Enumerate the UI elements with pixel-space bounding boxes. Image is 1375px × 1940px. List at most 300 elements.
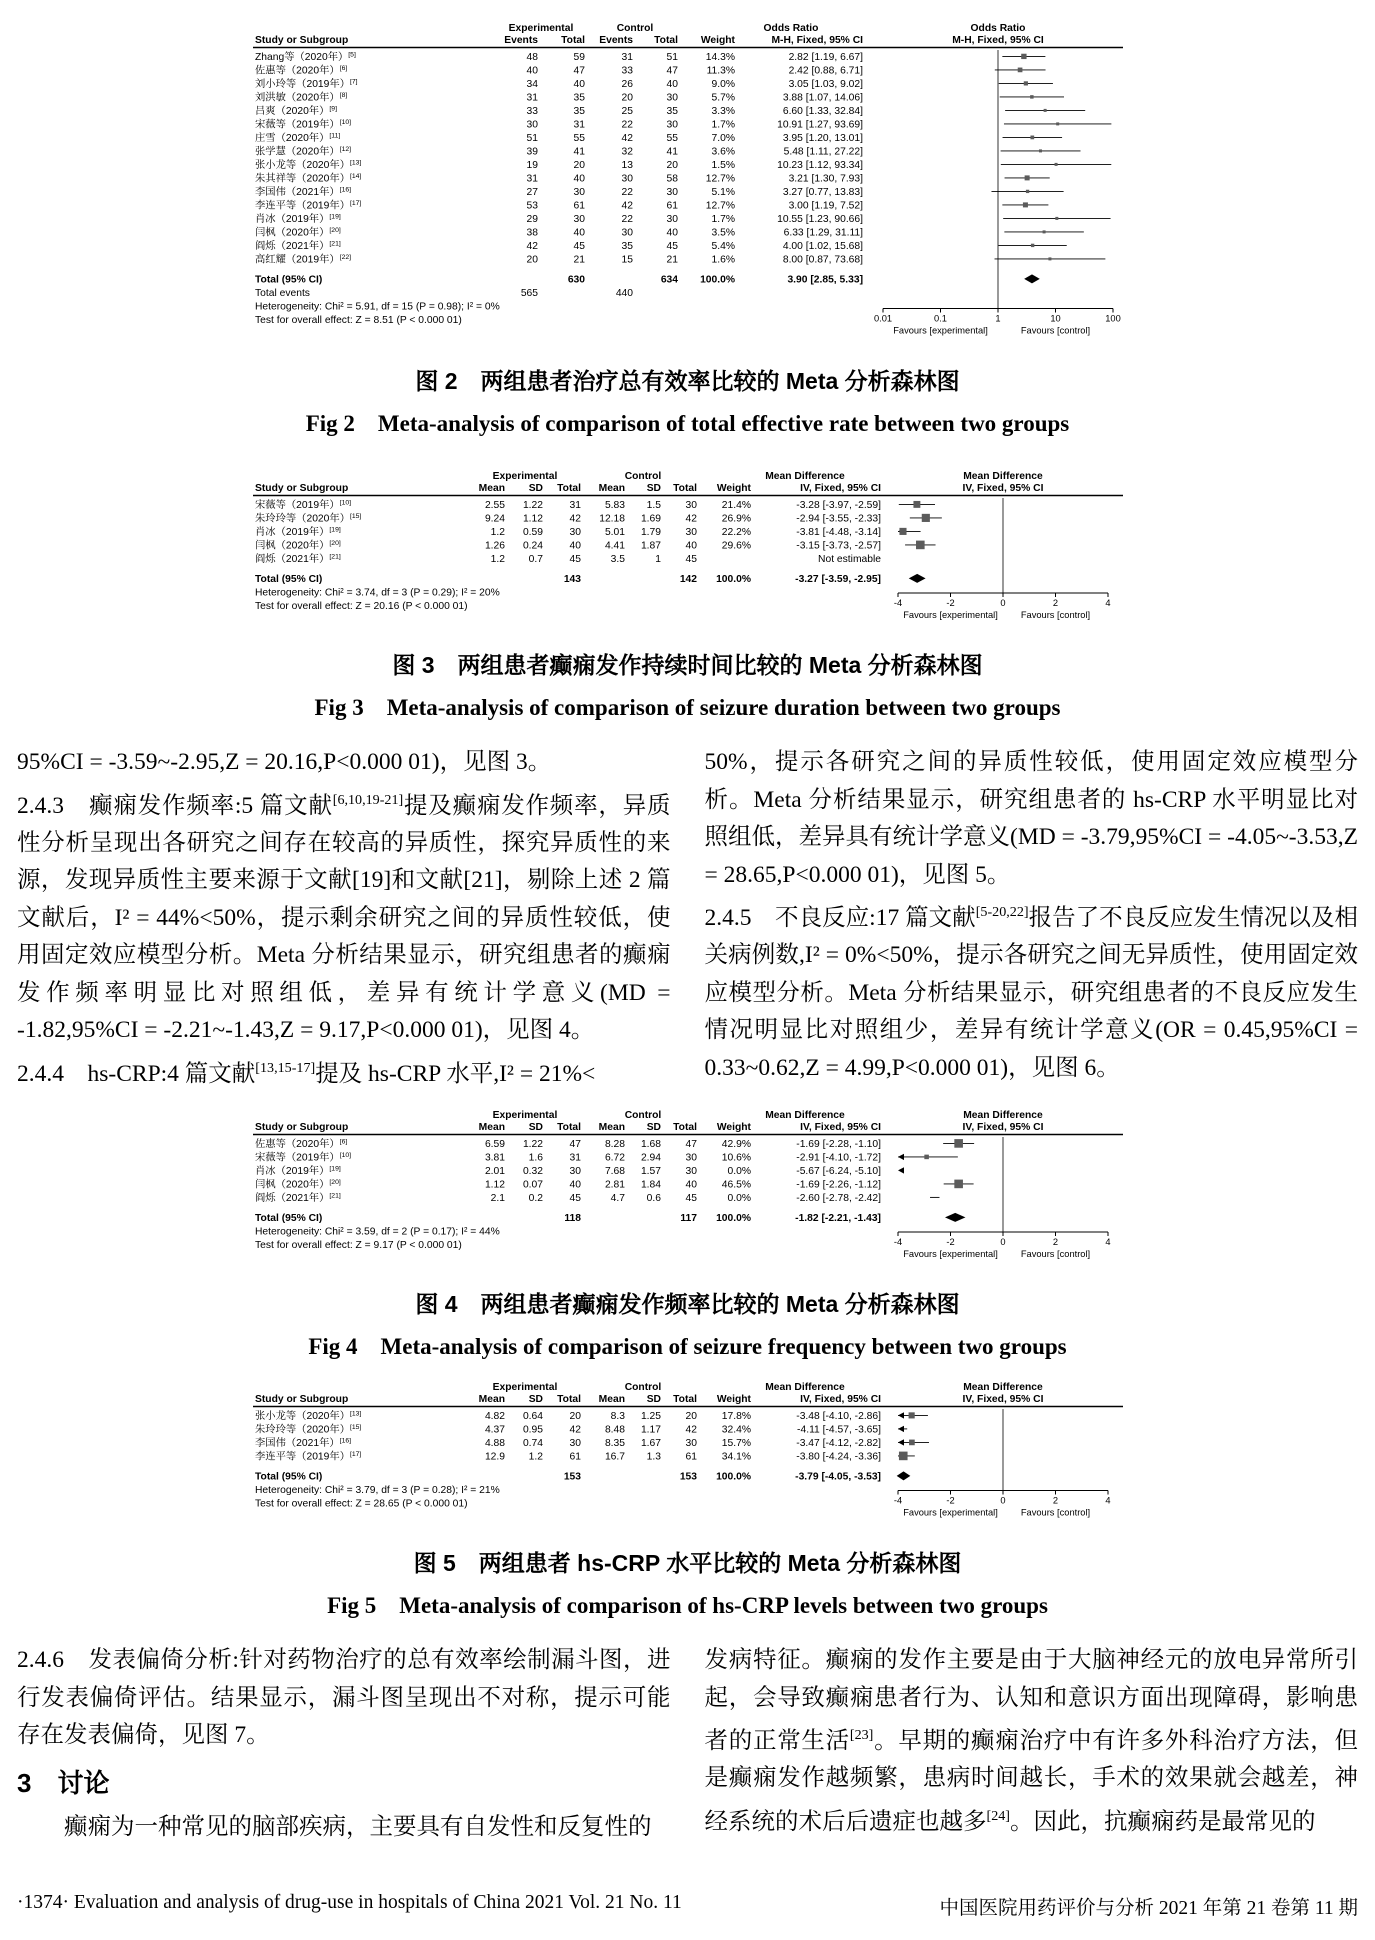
- svg-text:29: 29: [526, 214, 538, 225]
- figure-5-caption-cn: 图 5 两组患者 hs-CRP 水平比较的 Meta 分析森林图: [413, 1550, 962, 1577]
- svg-text:6.33 [1.29, 31.11]: 6.33 [1.29, 31.11]: [783, 227, 863, 239]
- svg-text:1.67: 1.67: [640, 1438, 661, 1450]
- svg-text:4: 4: [1104, 1495, 1111, 1506]
- forest-row: [255, 1151, 958, 1164]
- svg-text:Total: Total: [556, 1394, 581, 1406]
- svg-text:0.24: 0.24: [522, 540, 543, 552]
- svg-text:3.81: 3.81: [484, 1152, 505, 1164]
- forest-row: [255, 525, 921, 538]
- svg-text:8.35: 8.35: [604, 1438, 625, 1450]
- svg-text:27: 27: [526, 187, 538, 198]
- svg-text:42: 42: [569, 1424, 581, 1436]
- svg-text:Weight: Weight: [716, 483, 751, 494]
- svg-text:30: 30: [666, 92, 678, 104]
- forest-row: [255, 50, 1045, 63]
- svg-text:10.23 [1.12, 93.34]: 10.23 [1.12, 93.34]: [776, 160, 863, 171]
- svg-text:Not estimable: Not estimable: [817, 554, 881, 565]
- svg-text:Total (95% CI): Total (95% CI): [254, 274, 322, 286]
- svg-text:21: 21: [573, 254, 585, 266]
- svg-text:5.01: 5.01: [604, 527, 625, 538]
- svg-text:42: 42: [685, 1424, 697, 1436]
- svg-text:Mean: Mean: [598, 483, 625, 494]
- svg-text:IV, Fixed, 95% CI: IV, Fixed, 95% CI: [962, 1122, 1043, 1134]
- svg-text:61: 61: [666, 200, 678, 212]
- svg-text:20: 20: [621, 92, 633, 104]
- svg-text:58: 58: [666, 173, 678, 185]
- svg-text:1.79: 1.79: [640, 527, 661, 538]
- forest-row: [255, 145, 1081, 158]
- svg-text:Test for overall effect: Z = 2: Test for overall effect: Z = 28.65 (P < 0.000 01): [254, 1498, 468, 1510]
- svg-text:0.74: 0.74: [522, 1438, 543, 1450]
- svg-text:肖冰（2019年）[19]: 肖冰（2019年）[19]: [254, 1165, 341, 1178]
- svg-text:42: 42: [569, 513, 581, 525]
- svg-text:Mean: Mean: [598, 1394, 625, 1406]
- svg-text:59: 59: [573, 52, 585, 63]
- svg-text:3.90 [2.85, 5.33]: 3.90 [2.85, 5.33]: [786, 274, 863, 286]
- svg-text:51: 51: [526, 133, 538, 144]
- svg-text:宋薇等（2019年）[10]: 宋薇等（2019年）[10]: [254, 1152, 351, 1164]
- svg-text:Total events: Total events: [254, 288, 310, 299]
- svg-text:2.81: 2.81: [604, 1179, 625, 1191]
- svg-text:李连平等（2019年）[17]: 李连平等（2019年）[17]: [254, 1451, 361, 1463]
- svg-text:Total (95% CI): Total (95% CI): [254, 1471, 322, 1483]
- svg-text:Mean Difference: Mean Difference: [962, 471, 1043, 482]
- svg-text:41: 41: [573, 146, 585, 158]
- svg-text:35: 35: [666, 106, 678, 117]
- svg-text:Control: Control: [624, 1110, 661, 1122]
- text-run: 提及 hs-CRP 水平,I² = 21%<: [315, 1060, 596, 1087]
- svg-text:7.0%: 7.0%: [711, 133, 735, 144]
- text-column-right: [705, 1642, 1359, 1846]
- text-run: 发病特征。癫痫的发作主要是由于大脑神经元的放电异常所引起，会导致癫痫患者行为、认知和意识方面出现障碍，影响患者的正常生活: [704, 1647, 1358, 1754]
- svg-text:32.4%: 32.4%: [721, 1424, 751, 1436]
- svg-text:1: 1: [994, 313, 1001, 324]
- svg-text:9.24: 9.24: [484, 513, 505, 525]
- svg-text:3.00 [1.19, 7.52]: 3.00 [1.19, 7.52]: [788, 200, 863, 212]
- forest-svg: [253, 468, 1123, 628]
- svg-text:Mean Difference: Mean Difference: [962, 1382, 1043, 1394]
- svg-text:41: 41: [666, 146, 678, 158]
- forest-row: [255, 91, 1064, 104]
- forest-row: [255, 239, 1067, 252]
- svg-text:Odds Ratio: Odds Ratio: [970, 23, 1025, 34]
- svg-text:0.59: 0.59: [522, 527, 543, 538]
- svg-text:1.69: 1.69: [640, 513, 661, 525]
- svg-text:Test for overall effect: Z = 2: Test for overall effect: Z = 20.16 (P < 0.000 01): [254, 601, 468, 612]
- svg-text:4.7: 4.7: [610, 1193, 625, 1205]
- svg-text:7.68: 7.68: [604, 1166, 625, 1178]
- svg-text:31: 31: [526, 173, 538, 185]
- svg-text:Total: Total: [672, 1122, 697, 1134]
- svg-text:4.82: 4.82: [484, 1411, 505, 1423]
- svg-text:42: 42: [526, 241, 538, 252]
- svg-text:1.17: 1.17: [640, 1424, 661, 1436]
- svg-text:30: 30: [526, 119, 538, 131]
- text-run: 癫痫为一种常见的脑部疾病，主要具有自发性和反复性的: [64, 1813, 652, 1840]
- svg-text:0.6: 0.6: [646, 1193, 661, 1205]
- svg-text:张小龙等（2020年）[13]: 张小龙等（2020年）[13]: [254, 1410, 361, 1423]
- forest-svg: [253, 1379, 1123, 1526]
- svg-text:IV, Fixed, 95% CI: IV, Fixed, 95% CI: [799, 1394, 881, 1406]
- svg-text:21: 21: [666, 254, 678, 266]
- svg-text:440: 440: [615, 288, 633, 299]
- svg-text:张学慧（2020年）[12]: 张学慧（2020年）[12]: [254, 146, 351, 158]
- svg-text:0.7: 0.7: [528, 554, 543, 565]
- svg-text:Study or Subgroup: Study or Subgroup: [254, 483, 348, 494]
- svg-text:8.00 [0.87, 73.68]: 8.00 [0.87, 73.68]: [782, 254, 863, 266]
- svg-text:40: 40: [569, 1179, 581, 1191]
- svg-text:吕爽（2020年）[9]: 吕爽（2020年）[9]: [254, 105, 337, 117]
- svg-text:Mean Difference: Mean Difference: [764, 1110, 845, 1122]
- svg-text:4.00 [1.02, 15.68]: 4.00 [1.02, 15.68]: [782, 241, 863, 252]
- svg-text:55: 55: [573, 133, 585, 144]
- svg-text:庄雪（2020年）[11]: 庄雪（2020年）[11]: [254, 132, 340, 144]
- svg-text:30: 30: [569, 1166, 581, 1178]
- svg-text:31: 31: [569, 1152, 581, 1164]
- svg-text:11.3%: 11.3%: [706, 65, 735, 77]
- svg-text:45: 45: [569, 554, 581, 565]
- svg-text:0.01: 0.01: [873, 313, 892, 324]
- svg-text:19: 19: [526, 160, 538, 171]
- svg-text:15: 15: [621, 254, 633, 266]
- svg-text:Heterogeneity: Chi² = 5.91, df: Heterogeneity: Chi² = 5.91, df = 15 (P = 0.98); I² = 0%: [254, 301, 500, 313]
- svg-text:IV, Fixed, 95% CI: IV, Fixed, 95% CI: [799, 1122, 881, 1134]
- svg-text:3.27 [0.77, 13.83]: 3.27 [0.77, 13.83]: [782, 187, 863, 198]
- svg-text:55: 55: [666, 133, 678, 144]
- svg-text:26: 26: [621, 79, 633, 90]
- paragraph: [17, 744, 671, 782]
- svg-text:-2: -2: [945, 598, 955, 608]
- svg-text:143: 143: [563, 574, 581, 585]
- figure-3-caption-en: Fig 3 Meta-analysis of comparison of seizure duration between two groups: [314, 695, 1061, 720]
- forest-row: [255, 498, 935, 511]
- figure-2-forest-plot: [253, 0, 1123, 349]
- svg-text:1.2: 1.2: [528, 1451, 543, 1463]
- svg-text:2.01: 2.01: [484, 1166, 505, 1178]
- svg-text:闫枫（2020年）[20]: 闫枫（2020年）[20]: [254, 227, 341, 239]
- svg-text:16.7: 16.7: [604, 1451, 625, 1463]
- forest-row: [255, 158, 1111, 171]
- svg-text:4: 4: [1104, 1237, 1111, 1248]
- svg-text:21.4%: 21.4%: [721, 500, 751, 511]
- svg-text:100.0%: 100.0%: [715, 1471, 751, 1483]
- svg-text:30: 30: [569, 527, 581, 538]
- svg-text:8.3: 8.3: [610, 1411, 625, 1423]
- svg-text:45: 45: [685, 1193, 697, 1205]
- svg-text:12.9: 12.9: [484, 1451, 505, 1463]
- reference-superscript: [13,15-17]: [255, 1059, 316, 1076]
- svg-text:1.7%: 1.7%: [711, 119, 735, 131]
- svg-text:Experimental: Experimental: [492, 1382, 557, 1394]
- svg-text:Mean: Mean: [478, 483, 505, 494]
- svg-text:40: 40: [666, 227, 678, 239]
- svg-text:2.82 [1.19, 6.67]: 2.82 [1.19, 6.67]: [788, 52, 863, 63]
- svg-text:47: 47: [666, 65, 678, 77]
- body-text-section-a: [0, 744, 1375, 1093]
- svg-text:-1.69 [-2.28, -1.10]: -1.69 [-2.28, -1.10]: [795, 1139, 881, 1151]
- forest-row: [255, 64, 1046, 77]
- svg-text:李国伟（2021年）[16]: 李国伟（2021年）[16]: [254, 186, 351, 198]
- svg-text:刘洪敏（2020年）[8]: 刘洪敏（2020年）[8]: [254, 92, 347, 104]
- svg-text:Mean: Mean: [478, 1122, 505, 1134]
- svg-text:1.26: 1.26: [484, 540, 505, 552]
- figure-3-caption-cn: 图 3 两组患者癫痫发作持续时间比较的 Meta 分析森林图: [392, 652, 983, 678]
- forest-row: [255, 172, 1050, 185]
- svg-text:肖冰（2019年）[19]: 肖冰（2019年）[19]: [254, 526, 341, 538]
- text-run: 2.4.3 癫痫发作频率:5 篇文献: [17, 792, 333, 819]
- svg-text:2.42 [0.88, 6.71]: 2.42 [0.88, 6.71]: [788, 65, 863, 77]
- figure-4-forest-plot: [253, 1107, 1123, 1272]
- svg-text:Total (95% CI): Total (95% CI): [254, 1213, 322, 1225]
- svg-text:1.84: 1.84: [640, 1179, 661, 1191]
- svg-text:40: 40: [666, 79, 678, 90]
- svg-text:40: 40: [526, 65, 538, 77]
- svg-text:630: 630: [567, 274, 585, 286]
- svg-text:9.0%: 9.0%: [711, 79, 735, 90]
- svg-text:40: 40: [569, 540, 581, 552]
- forest-row: [255, 1164, 904, 1177]
- total-diamond: [896, 1472, 910, 1481]
- svg-text:3.5: 3.5: [610, 554, 625, 565]
- svg-text:17.8%: 17.8%: [721, 1411, 751, 1423]
- svg-text:SD: SD: [646, 1394, 661, 1406]
- svg-text:-2: -2: [945, 1495, 955, 1506]
- svg-text:0.0%: 0.0%: [727, 1193, 751, 1205]
- svg-text:-3.27 [-3.59, -2.95]: -3.27 [-3.59, -2.95]: [794, 574, 881, 585]
- svg-text:40: 40: [685, 540, 697, 552]
- svg-text:47: 47: [569, 1139, 581, 1151]
- svg-text:30: 30: [573, 214, 585, 225]
- text-run: 2.4.4 hs-CRP:4 篇文献: [17, 1060, 256, 1087]
- forest-row: [255, 1191, 939, 1204]
- svg-text:Total: Total: [556, 1122, 581, 1134]
- svg-text:1.22: 1.22: [522, 1139, 543, 1151]
- svg-text:20: 20: [573, 160, 585, 171]
- svg-text:30: 30: [569, 1438, 581, 1450]
- svg-text:Favours [control]: Favours [control]: [1020, 325, 1090, 336]
- svg-text:-4.11 [-4.57, -3.65]: -4.11 [-4.57, -3.65]: [796, 1424, 881, 1436]
- forest-row: [255, 1423, 907, 1436]
- svg-text:0: 0: [999, 1237, 1006, 1248]
- forest-row: [255, 212, 1111, 225]
- paragraph: [17, 1642, 671, 1755]
- svg-text:张小龙等（2020年）[13]: 张小龙等（2020年）[13]: [254, 159, 361, 171]
- total-diamond: [1024, 274, 1040, 283]
- svg-text:1.12: 1.12: [522, 513, 543, 525]
- svg-text:118: 118: [563, 1213, 581, 1225]
- svg-text:30: 30: [685, 1166, 697, 1178]
- svg-text:565: 565: [520, 288, 538, 299]
- svg-text:46.5%: 46.5%: [721, 1179, 751, 1191]
- svg-text:Mean Difference: Mean Difference: [764, 1382, 845, 1394]
- svg-text:IV, Fixed, 95% CI: IV, Fixed, 95% CI: [962, 1394, 1043, 1406]
- svg-text:李国伟（2021年）[16]: 李国伟（2021年）[16]: [254, 1437, 351, 1450]
- svg-text:Total: Total: [560, 35, 585, 46]
- svg-text:Test for overall effect: Z = 9: Test for overall effect: Z = 9.17 (P < 0.000 01): [254, 1240, 462, 1252]
- svg-text:31: 31: [569, 500, 581, 511]
- svg-text:Total: Total: [653, 35, 678, 46]
- paragraph: [705, 894, 1359, 1087]
- svg-text:阎烁（2021年）[21]: 阎烁（2021年）[21]: [254, 240, 341, 252]
- svg-text:51: 51: [666, 52, 678, 63]
- svg-text:2: 2: [1052, 1237, 1058, 1248]
- text-column-right: [705, 744, 1359, 1093]
- svg-text:30: 30: [621, 173, 633, 185]
- svg-text:肖冰（2019年）[19]: 肖冰（2019年）[19]: [254, 213, 341, 225]
- text-run: 50%，提示各研究之间的异质性较低，使用固定效应模型分析。Meta 分析结果显示，研究组患者的 hs-CRP 水平明显比对照组低，差异具有统计学意义(MD = -3.79,95%CI = -4.05~-3.53,Z = 28.65,P<0.000 01)，见图 5。: [704, 749, 1358, 888]
- svg-text:31: 31: [621, 52, 633, 63]
- text-column-left: [17, 744, 671, 1093]
- svg-text:6.60 [1.33, 32.84]: 6.60 [1.33, 32.84]: [782, 106, 863, 117]
- svg-text:48: 48: [526, 52, 538, 63]
- forest-row: [255, 552, 881, 565]
- svg-text:0.07: 0.07: [522, 1179, 543, 1191]
- svg-text:李连平等（2019年）[17]: 李连平等（2019年）[17]: [254, 200, 361, 212]
- svg-text:SD: SD: [528, 483, 543, 494]
- svg-text:闫枫（2020年）[20]: 闫枫（2020年）[20]: [254, 540, 341, 552]
- svg-text:20: 20: [526, 254, 538, 266]
- paragraph: [705, 744, 1359, 894]
- svg-text:0.1: 0.1: [933, 313, 947, 324]
- svg-text:13: 13: [621, 160, 633, 171]
- svg-text:Total: Total: [672, 1394, 697, 1406]
- svg-text:22: 22: [621, 119, 633, 131]
- svg-text:153: 153: [563, 1471, 581, 1483]
- svg-text:1.2: 1.2: [490, 554, 505, 565]
- footer-left: ·1374· Evaluation and analysis of drug-use in hospitals of China 2021 Vol. 21 No. 11: [17, 1892, 682, 1913]
- svg-text:45: 45: [569, 1193, 581, 1205]
- svg-text:-3.28 [-3.97, -2.59]: -3.28 [-3.97, -2.59]: [795, 500, 881, 511]
- svg-text:Favours [experimental]: Favours [experimental]: [902, 610, 998, 620]
- svg-text:1.57: 1.57: [640, 1166, 661, 1178]
- reference-superscript: [24]: [986, 1807, 1010, 1824]
- figure-5-caption-en: Fig 5 Meta-analysis of comparison of hs-CRP levels between two groups: [327, 1593, 1048, 1619]
- paragraph: [17, 1809, 671, 1847]
- svg-text:Favours [experimental]: Favours [experimental]: [902, 1507, 998, 1518]
- figure-5-forest-plot: [253, 1379, 1123, 1531]
- svg-text:22: 22: [621, 187, 633, 198]
- text-run: 提及癫痫发作频率，异质性分析呈现出各研究之间存在较高的异质性，探究异质性的来源，发现异质性主要来源于文献[19]和文献[21]，剔除上述 2 篇文献后，I² = 44%<50%，提示剩余研究之间的异质性较低，使用固定效应模型分析。Meta 分析结果显示，研究组患者的癫痫发作频率明显比对照组低，差异有统计学意义(MD = -1.82,95%CI = -2.21~-1.43,Z = 9.17,P<0.000 01)，见图 4。: [17, 792, 671, 1044]
- svg-text:30: 30: [685, 1438, 697, 1450]
- svg-text:12.18: 12.18: [598, 513, 625, 525]
- svg-text:3.88 [1.07, 14.06]: 3.88 [1.07, 14.06]: [782, 92, 863, 104]
- svg-text:佐惠等（2020年）[6]: 佐惠等（2020年）[6]: [254, 1138, 347, 1151]
- svg-text:14.3%: 14.3%: [705, 52, 735, 63]
- svg-text:12.7%: 12.7%: [705, 173, 735, 185]
- forest-row: [255, 104, 1085, 117]
- svg-text:42: 42: [621, 200, 633, 212]
- svg-text:-3.15 [-3.73, -2.57]: -3.15 [-3.73, -2.57]: [795, 540, 881, 552]
- svg-text:-2.60 [-2.78, -2.42]: -2.60 [-2.78, -2.42]: [795, 1193, 881, 1205]
- text-run: 2.4.5 不良反应:17 篇文献: [704, 904, 976, 931]
- reference-superscript: [5-20,22]: [975, 904, 1029, 920]
- svg-text:5.48 [1.11, 27.22]: 5.48 [1.11, 27.22]: [783, 146, 863, 158]
- svg-text:30: 30: [621, 227, 633, 239]
- forest-row: [255, 77, 1053, 90]
- svg-text:61: 61: [573, 200, 585, 212]
- svg-text:45: 45: [685, 554, 697, 565]
- svg-text:12.7%: 12.7%: [705, 200, 735, 212]
- svg-text:40: 40: [685, 1179, 697, 1191]
- svg-text:Mean Difference: Mean Difference: [764, 471, 845, 482]
- svg-text:8.48: 8.48: [604, 1424, 625, 1436]
- svg-text:30: 30: [685, 1152, 697, 1164]
- svg-text:阎烁（2021年）[21]: 阎烁（2021年）[21]: [254, 1192, 341, 1205]
- svg-text:1.6%: 1.6%: [711, 254, 735, 266]
- text-run: 。因此，抗癫痫药是最常见的: [1009, 1808, 1316, 1835]
- svg-text:35: 35: [621, 241, 633, 252]
- svg-text:30: 30: [666, 214, 678, 225]
- svg-text:30: 30: [666, 119, 678, 131]
- reference-superscript: [23]: [849, 1727, 874, 1744]
- svg-text:佐惠等（2020年）[6]: 佐惠等（2020年）[6]: [254, 65, 347, 77]
- svg-text:Favours [control]: Favours [control]: [1020, 610, 1090, 620]
- forest-row: [255, 1409, 928, 1422]
- svg-text:Weight: Weight: [716, 1122, 751, 1134]
- svg-text:22: 22: [621, 214, 633, 225]
- svg-text:26.9%: 26.9%: [721, 513, 751, 525]
- svg-text:100.0%: 100.0%: [715, 574, 751, 585]
- svg-text:10.55 [1.23, 90.66]: 10.55 [1.23, 90.66]: [776, 214, 863, 225]
- svg-text:阎烁（2021年）[21]: 阎烁（2021年）[21]: [254, 553, 341, 565]
- svg-text:Heterogeneity: Chi² = 3.74, df: Heterogeneity: Chi² = 3.74, df = 3 (P = 0.29); I² = 20%: [254, 587, 500, 599]
- svg-text:30: 30: [685, 527, 697, 538]
- svg-text:0.95: 0.95: [522, 1424, 543, 1436]
- forest-svg: [253, 1107, 1123, 1267]
- svg-text:Control: Control: [616, 23, 653, 34]
- svg-text:34.1%: 34.1%: [721, 1451, 751, 1463]
- svg-text:Test for overall effect: Z = 8: Test for overall effect: Z = 8.51 (P < 0.000 01): [254, 315, 462, 326]
- svg-text:0.32: 0.32: [522, 1166, 543, 1178]
- svg-text:35: 35: [573, 106, 585, 117]
- svg-text:朱玲玲等（2020年）[15]: 朱玲玲等（2020年）[15]: [254, 513, 361, 525]
- svg-text:-1.69 [-2.26, -1.12]: -1.69 [-2.26, -1.12]: [795, 1179, 881, 1191]
- svg-text:Odds Ratio: Odds Ratio: [763, 23, 818, 34]
- svg-text:142: 142: [679, 574, 697, 585]
- svg-text:Weight: Weight: [700, 35, 735, 46]
- svg-text:100.0%: 100.0%: [699, 274, 735, 286]
- svg-text:6.59: 6.59: [484, 1139, 505, 1151]
- svg-text:-5.67 [-6.24, -5.10]: -5.67 [-6.24, -5.10]: [795, 1166, 881, 1178]
- forest-row: [255, 199, 1048, 212]
- svg-text:-2.94 [-3.55, -2.33]: -2.94 [-3.55, -2.33]: [795, 513, 881, 525]
- figure-3-forest-plot: [253, 468, 1123, 633]
- svg-text:Study or Subgroup: Study or Subgroup: [254, 35, 348, 46]
- svg-text:1.5: 1.5: [646, 500, 661, 511]
- svg-text:Events: Events: [598, 35, 633, 46]
- svg-text:45: 45: [573, 241, 585, 252]
- svg-text:-3.48 [-4.10, -2.86]: -3.48 [-4.10, -2.86]: [795, 1411, 881, 1423]
- forest-row: [255, 131, 1062, 144]
- total-diamond: [944, 1213, 964, 1222]
- text-run: 。早期的癫痫治疗中有许多外科治疗方法，但是癫痫发作越频繁，患病时间越长，手术的效果就会越差，神经系统的术后后遗症也越多: [704, 1727, 1359, 1835]
- svg-text:Favours [control]: Favours [control]: [1020, 1507, 1090, 1518]
- svg-text:-2: -2: [945, 1237, 955, 1248]
- svg-text:Weight: Weight: [716, 1394, 751, 1406]
- svg-text:0.0%: 0.0%: [727, 1166, 751, 1178]
- body-text-section-b: [0, 1642, 1375, 1846]
- forest-row: [255, 1436, 929, 1449]
- reference-superscript: [6,10,19-21]: [332, 791, 404, 808]
- svg-text:1.7%: 1.7%: [711, 214, 735, 225]
- svg-text:40: 40: [573, 173, 585, 185]
- svg-text:47: 47: [685, 1139, 697, 1151]
- svg-text:1.22: 1.22: [522, 500, 543, 511]
- svg-text:Mean Difference: Mean Difference: [962, 1110, 1043, 1122]
- svg-text:2.55: 2.55: [484, 500, 505, 511]
- forest-row: [255, 539, 936, 552]
- svg-text:IV, Fixed, 95% CI: IV, Fixed, 95% CI: [962, 483, 1043, 494]
